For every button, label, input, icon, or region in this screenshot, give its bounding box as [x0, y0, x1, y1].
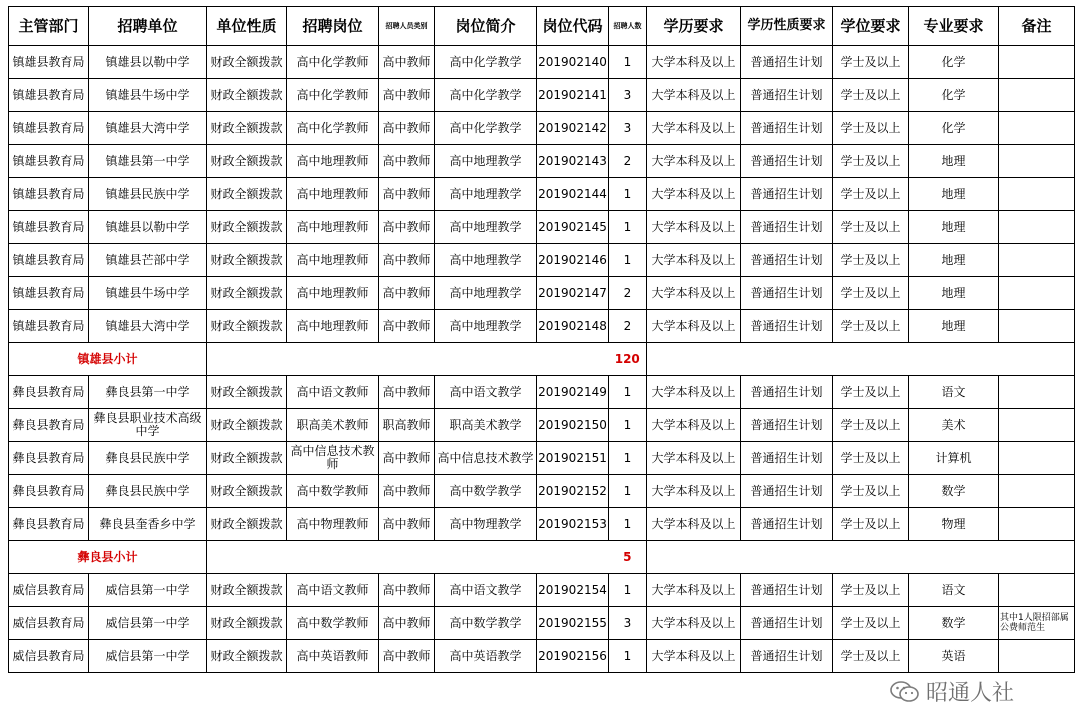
table-cell: 彝良县教育局 [9, 508, 89, 541]
table-cell: 学士及以上 [833, 211, 909, 244]
table-cell: 学士及以上 [833, 607, 909, 640]
table-row [9, 574, 1075, 607]
table-cell: 大学本科及以上 [647, 277, 741, 310]
table-row [9, 145, 1075, 178]
header-cell: 招聘人员类别 [379, 7, 435, 46]
table-cell: 高中英语教学 [435, 640, 537, 673]
subtotal-spacer [207, 541, 609, 574]
table-cell: 普通招生计划 [741, 640, 833, 673]
table-cell: 镇雄县教育局 [9, 211, 89, 244]
table-cell: 高中地理教学 [435, 277, 537, 310]
table-cell: 高中地理教学 [435, 244, 537, 277]
table-cell: 普通招生计划 [741, 244, 833, 277]
table-cell [999, 376, 1075, 409]
table-cell: 学士及以上 [833, 46, 909, 79]
table-cell: 高中教师 [379, 376, 435, 409]
table-cell: 财政全额拨款 [207, 409, 287, 442]
table-cell: 职高美术教师 [287, 409, 379, 442]
subtotal-spacer [647, 541, 1075, 574]
table-cell: 学士及以上 [833, 442, 909, 475]
table-cell [999, 475, 1075, 508]
table-cell: 201902142 [537, 112, 609, 145]
table-cell [999, 574, 1075, 607]
table-cell: 财政全额拨款 [207, 211, 287, 244]
table-cell: 高中地理教师 [287, 310, 379, 343]
table-cell: 化学 [909, 112, 999, 145]
table-cell: 彝良县职业技术高级中学 [89, 409, 207, 442]
table-cell [999, 442, 1075, 475]
wechat-icon [890, 680, 920, 704]
table-row [9, 211, 1075, 244]
table-cell: 高中地理教师 [287, 145, 379, 178]
table-cell: 高中地理教学 [435, 178, 537, 211]
table-cell: 学士及以上 [833, 244, 909, 277]
table-cell: 201902141 [537, 79, 609, 112]
table-cell: 高中地理教师 [287, 277, 379, 310]
table-cell: 财政全额拨款 [207, 145, 287, 178]
table-cell: 学士及以上 [833, 475, 909, 508]
table-cell: 高中化学教学 [435, 79, 537, 112]
header-cell: 单位性质 [207, 7, 287, 46]
table-cell [999, 409, 1075, 442]
table-cell: 普通招生计划 [741, 79, 833, 112]
table-cell: 学士及以上 [833, 574, 909, 607]
table-cell: 镇雄县以勒中学 [89, 46, 207, 79]
table-cell: 普通招生计划 [741, 376, 833, 409]
table-cell: 高中化学教师 [287, 112, 379, 145]
table-body [9, 46, 1075, 673]
table-cell: 化学 [909, 46, 999, 79]
table-cell: 财政全额拨款 [207, 244, 287, 277]
table-row [9, 112, 1075, 145]
table-cell: 财政全额拨款 [207, 607, 287, 640]
table-cell: 1 [609, 211, 647, 244]
table-row [9, 277, 1075, 310]
subtotal-row [9, 343, 1075, 376]
table-cell: 语文 [909, 574, 999, 607]
watermark-text: 昭通人社 [926, 681, 1015, 706]
table-cell: 普通招生计划 [741, 508, 833, 541]
recruitment-table [8, 6, 1075, 673]
table-cell: 彝良县教育局 [9, 475, 89, 508]
table-cell: 财政全额拨款 [207, 79, 287, 112]
header-cell: 备注 [999, 7, 1075, 46]
table-cell: 财政全额拨款 [207, 475, 287, 508]
header-cell: 招聘单位 [89, 7, 207, 46]
table-row [9, 409, 1075, 442]
table-cell: 201902146 [537, 244, 609, 277]
table-cell: 普通招生计划 [741, 475, 833, 508]
header-cell: 主管部门 [9, 7, 89, 46]
table-row [9, 178, 1075, 211]
table-row [9, 442, 1075, 475]
table-cell: 1 [609, 376, 647, 409]
table-cell: 高中地理教学 [435, 310, 537, 343]
header-cell: 专业要求 [909, 7, 999, 46]
table-cell [999, 211, 1075, 244]
table-cell: 语文 [909, 376, 999, 409]
table-cell: 大学本科及以上 [647, 46, 741, 79]
table-cell: 2 [609, 145, 647, 178]
table-cell: 高中地理教师 [287, 178, 379, 211]
table-cell: 大学本科及以上 [647, 376, 741, 409]
table-cell: 高中化学教学 [435, 46, 537, 79]
table-row [9, 244, 1075, 277]
table-cell: 财政全额拨款 [207, 442, 287, 475]
table-row [9, 508, 1075, 541]
table-cell: 彝良县民族中学 [89, 475, 207, 508]
table-cell: 高中教师 [379, 310, 435, 343]
subtotal-row [9, 541, 1075, 574]
table-cell: 高中教师 [379, 145, 435, 178]
table-cell: 大学本科及以上 [647, 211, 741, 244]
table-cell: 学士及以上 [833, 376, 909, 409]
table-cell: 财政全额拨款 [207, 112, 287, 145]
table-cell: 学士及以上 [833, 178, 909, 211]
table-cell: 学士及以上 [833, 508, 909, 541]
table-cell: 3 [609, 79, 647, 112]
table-cell: 大学本科及以上 [647, 409, 741, 442]
table-cell: 201902151 [537, 442, 609, 475]
table-cell [999, 508, 1075, 541]
table-cell: 高中化学教师 [287, 46, 379, 79]
table-cell: 镇雄县民族中学 [89, 178, 207, 211]
table-cell: 高中语文教师 [287, 574, 379, 607]
table-cell: 镇雄县芒部中学 [89, 244, 207, 277]
table-cell: 财政全额拨款 [207, 640, 287, 673]
table-cell: 高中教师 [379, 244, 435, 277]
table-cell: 财政全额拨款 [207, 178, 287, 211]
table-cell: 大学本科及以上 [647, 475, 741, 508]
table-cell: 财政全额拨款 [207, 46, 287, 79]
table-cell [999, 145, 1075, 178]
table-cell: 201902150 [537, 409, 609, 442]
subtotal-label: 镇雄县小计 [9, 343, 207, 376]
table-cell: 威信县教育局 [9, 574, 89, 607]
table-cell: 大学本科及以上 [647, 607, 741, 640]
table-cell: 高中教师 [379, 277, 435, 310]
table-cell: 201902144 [537, 178, 609, 211]
table-cell: 彝良县第一中学 [89, 376, 207, 409]
table-cell: 镇雄县牛场中学 [89, 79, 207, 112]
table-cell: 普通招生计划 [741, 607, 833, 640]
table-cell: 高中教师 [379, 442, 435, 475]
table-cell: 普通招生计划 [741, 145, 833, 178]
table-cell: 财政全额拨款 [207, 376, 287, 409]
header-cell: 学历性质要求 [741, 7, 833, 46]
table-cell: 职高美术教学 [435, 409, 537, 442]
subtotal-label: 彝良县小计 [9, 541, 207, 574]
table-cell [999, 79, 1075, 112]
table-cell: 其中1人限招部属公费师范生 [999, 607, 1075, 640]
table-cell: 镇雄县教育局 [9, 178, 89, 211]
table-cell: 地理 [909, 178, 999, 211]
table-cell: 高中物理教师 [287, 508, 379, 541]
table-cell: 镇雄县教育局 [9, 310, 89, 343]
table-cell [999, 112, 1075, 145]
table-cell: 高中教师 [379, 508, 435, 541]
table-cell: 计算机 [909, 442, 999, 475]
header-cell: 学历要求 [647, 7, 741, 46]
table-cell: 高中教师 [379, 211, 435, 244]
table-cell: 镇雄县教育局 [9, 112, 89, 145]
table-cell: 1 [609, 178, 647, 211]
table-cell: 威信县教育局 [9, 607, 89, 640]
table-cell: 201902145 [537, 211, 609, 244]
table-cell: 镇雄县教育局 [9, 46, 89, 79]
table-cell: 大学本科及以上 [647, 640, 741, 673]
table-cell: 镇雄县教育局 [9, 277, 89, 310]
table-cell: 镇雄县第一中学 [89, 145, 207, 178]
table-cell: 201902149 [537, 376, 609, 409]
table-cell: 1 [609, 409, 647, 442]
table-cell: 学士及以上 [833, 277, 909, 310]
table-cell: 201902147 [537, 277, 609, 310]
table-cell: 高中教师 [379, 574, 435, 607]
table-cell: 地理 [909, 145, 999, 178]
header-cell: 招聘人数 [609, 7, 647, 46]
table-cell: 学士及以上 [833, 112, 909, 145]
table-cell: 2 [609, 277, 647, 310]
table-cell: 学士及以上 [833, 409, 909, 442]
table-row [9, 475, 1075, 508]
header-row [9, 7, 1075, 46]
table-cell: 高中数学教学 [435, 475, 537, 508]
table-cell: 化学 [909, 79, 999, 112]
table-cell: 高中化学教学 [435, 112, 537, 145]
table-cell: 高中数学教师 [287, 475, 379, 508]
table-cell: 高中信息技术教师 [287, 442, 379, 475]
table-cell: 普通招生计划 [741, 409, 833, 442]
table-cell: 大学本科及以上 [647, 145, 741, 178]
table-row [9, 46, 1075, 79]
table-cell: 普通招生计划 [741, 310, 833, 343]
table-row [9, 607, 1075, 640]
table-cell: 高中数学教学 [435, 607, 537, 640]
table-row [9, 640, 1075, 673]
table-cell: 镇雄县教育局 [9, 244, 89, 277]
table-cell: 地理 [909, 277, 999, 310]
table-cell: 大学本科及以上 [647, 178, 741, 211]
table-cell: 大学本科及以上 [647, 508, 741, 541]
table-cell: 普通招生计划 [741, 574, 833, 607]
table-cell: 镇雄县大湾中学 [89, 112, 207, 145]
table-cell: 高中地理教学 [435, 145, 537, 178]
table-cell: 3 [609, 607, 647, 640]
table-cell: 201902155 [537, 607, 609, 640]
subtotal-spacer [207, 343, 609, 376]
subtotal-spacer [647, 343, 1075, 376]
table-cell: 地理 [909, 310, 999, 343]
table-cell: 高中数学教师 [287, 607, 379, 640]
table-cell: 彝良县奎香乡中学 [89, 508, 207, 541]
table-cell: 201902153 [537, 508, 609, 541]
table-cell: 大学本科及以上 [647, 574, 741, 607]
table-cell: 1 [609, 475, 647, 508]
table-row [9, 79, 1075, 112]
table-cell: 威信县第一中学 [89, 640, 207, 673]
table-cell: 2 [609, 310, 647, 343]
table-cell: 数学 [909, 475, 999, 508]
header-cell: 岗位简介 [435, 7, 537, 46]
table-cell: 高中英语教师 [287, 640, 379, 673]
table-cell: 201902156 [537, 640, 609, 673]
table-cell [999, 46, 1075, 79]
table-cell [999, 310, 1075, 343]
table-cell: 彝良县教育局 [9, 376, 89, 409]
table-cell: 普通招生计划 [741, 112, 833, 145]
table-cell: 学士及以上 [833, 145, 909, 178]
table-cell: 高中信息技术教学 [435, 442, 537, 475]
table-cell: 财政全额拨款 [207, 508, 287, 541]
table-cell: 1 [609, 244, 647, 277]
table-cell: 高中地理教学 [435, 211, 537, 244]
table-cell: 数学 [909, 607, 999, 640]
table-cell: 财政全额拨款 [207, 277, 287, 310]
table-cell: 大学本科及以上 [647, 79, 741, 112]
table-cell: 201902148 [537, 310, 609, 343]
table-cell: 威信县第一中学 [89, 607, 207, 640]
table-cell: 大学本科及以上 [647, 112, 741, 145]
table-cell: 职高教师 [379, 409, 435, 442]
table-cell [999, 640, 1075, 673]
table-cell: 高中教师 [379, 178, 435, 211]
table-cell: 高中教师 [379, 475, 435, 508]
table-cell: 大学本科及以上 [647, 442, 741, 475]
table-cell: 高中教师 [379, 112, 435, 145]
table-cell: 物理 [909, 508, 999, 541]
table-cell: 高中地理教师 [287, 211, 379, 244]
table-row [9, 376, 1075, 409]
table-cell: 镇雄县教育局 [9, 145, 89, 178]
watermark [890, 676, 1014, 707]
table-cell: 高中教师 [379, 640, 435, 673]
table-cell: 大学本科及以上 [647, 310, 741, 343]
subtotal-count: 5 [609, 541, 647, 574]
table-cell: 高中物理教学 [435, 508, 537, 541]
table-cell: 彝良县教育局 [9, 409, 89, 442]
table-cell: 威信县教育局 [9, 640, 89, 673]
table-cell: 3 [609, 112, 647, 145]
table-cell: 1 [609, 508, 647, 541]
table-cell: 普通招生计划 [741, 442, 833, 475]
table-cell: 镇雄县牛场中学 [89, 277, 207, 310]
table-cell: 高中教师 [379, 79, 435, 112]
table-cell: 201902154 [537, 574, 609, 607]
table-cell: 彝良县教育局 [9, 442, 89, 475]
table-cell: 201902140 [537, 46, 609, 79]
table-cell: 财政全额拨款 [207, 310, 287, 343]
table-cell: 镇雄县以勒中学 [89, 211, 207, 244]
table-cell: 1 [609, 640, 647, 673]
table-cell [999, 277, 1075, 310]
table-cell: 学士及以上 [833, 310, 909, 343]
table-cell: 高中教师 [379, 607, 435, 640]
table-cell: 高中语文教学 [435, 574, 537, 607]
table-cell: 美术 [909, 409, 999, 442]
table-cell [999, 244, 1075, 277]
table-cell: 普通招生计划 [741, 178, 833, 211]
table-cell: 地理 [909, 244, 999, 277]
table-cell: 高中化学教师 [287, 79, 379, 112]
table-cell: 学士及以上 [833, 79, 909, 112]
table-cell: 英语 [909, 640, 999, 673]
header-cell: 岗位代码 [537, 7, 609, 46]
table-cell [999, 178, 1075, 211]
table-cell: 1 [609, 46, 647, 79]
table-cell: 地理 [909, 211, 999, 244]
table-cell: 普通招生计划 [741, 277, 833, 310]
table-cell: 学士及以上 [833, 640, 909, 673]
table-cell: 高中语文教学 [435, 376, 537, 409]
table-cell: 1 [609, 574, 647, 607]
table-cell: 镇雄县大湾中学 [89, 310, 207, 343]
table-cell: 大学本科及以上 [647, 244, 741, 277]
table-cell: 普通招生计划 [741, 211, 833, 244]
table-cell: 镇雄县教育局 [9, 79, 89, 112]
subtotal-count: 120 [609, 343, 647, 376]
table-cell: 1 [609, 442, 647, 475]
table-cell: 高中语文教师 [287, 376, 379, 409]
table-cell: 财政全额拨款 [207, 574, 287, 607]
table-cell: 彝良县民族中学 [89, 442, 207, 475]
table-cell: 普通招生计划 [741, 46, 833, 79]
header-cell: 学位要求 [833, 7, 909, 46]
table-cell: 201902152 [537, 475, 609, 508]
table-cell: 威信县第一中学 [89, 574, 207, 607]
table-cell: 201902143 [537, 145, 609, 178]
table-row [9, 310, 1075, 343]
table-cell: 高中教师 [379, 46, 435, 79]
header-cell: 招聘岗位 [287, 7, 379, 46]
table-cell: 高中地理教师 [287, 244, 379, 277]
